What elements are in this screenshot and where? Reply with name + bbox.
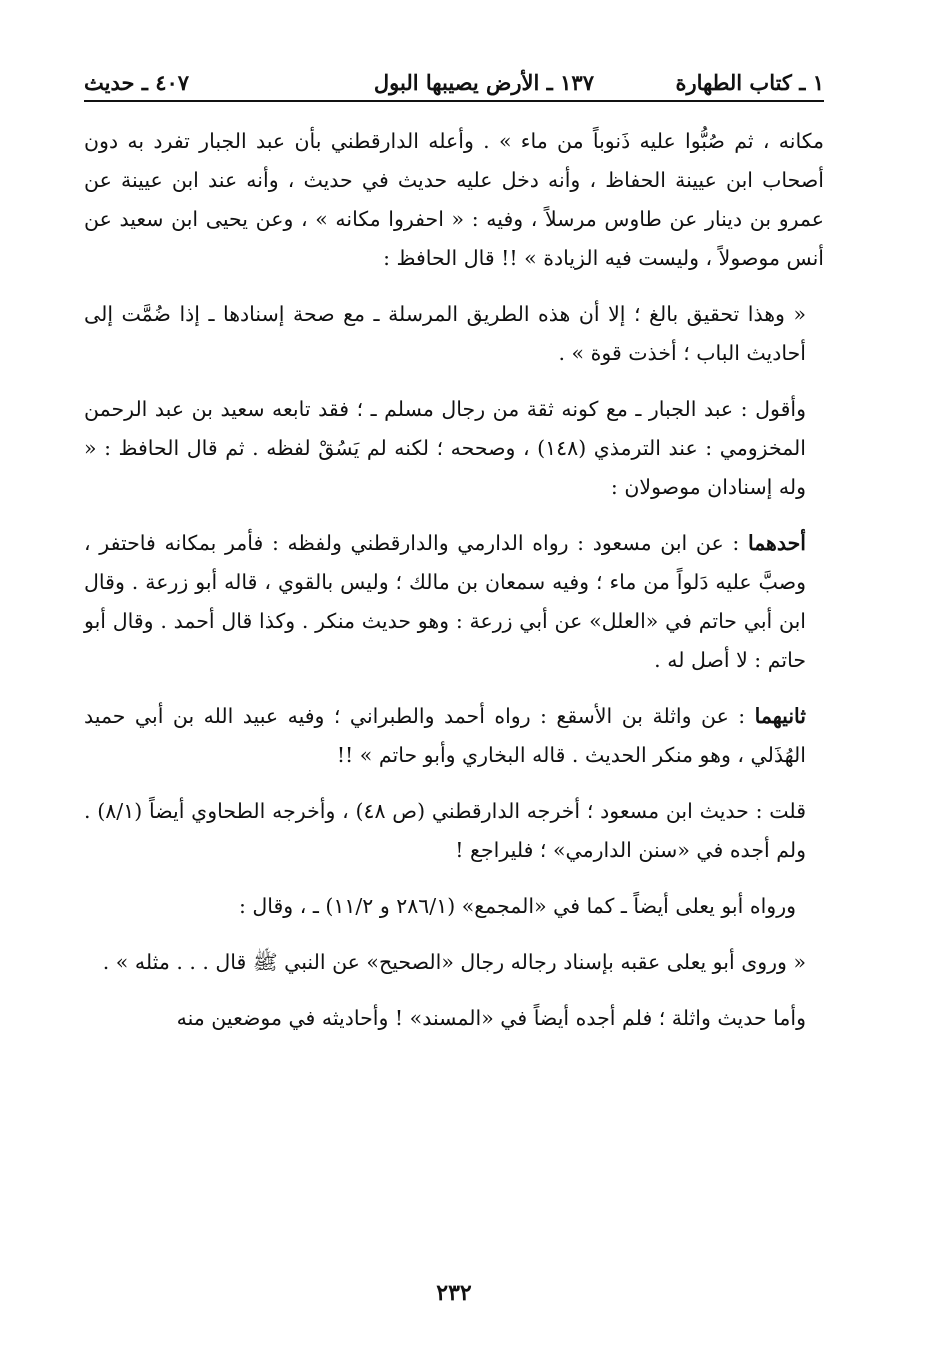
header-book-title: ١ ـ كتاب الطهارة: [675, 70, 824, 95]
paragraph-6: [84, 792, 824, 870]
paragraph-text: : عن واثلة بن الأسقع : رواه أحمد والطبراني ؛ وفيه عبيد الله بن أبي حميد الهُذَلي ، وهو منكر الحديث . قاله البخاري وأبو حاتم » !!: [84, 704, 806, 767]
paragraph-text: « وروى أبو يعلى عقبه بإسناد رجاله رجال «الصحيح» عن النبي ﷺ قال . . . مثله » .: [102, 950, 806, 974]
paragraph-text: « وهذا تحقيق بالغ ؛ إلا أن هذه الطريق المرسلة ـ مع صحة إسنادها ـ إذا ضُمَّت إلى أحاديث الباب ؛ أخذت قوة » .: [84, 302, 806, 365]
paragraph-2-quote: [84, 295, 824, 373]
paragraph-4: [84, 524, 824, 680]
paragraph-text: وأما حديث واثلة ؛ فلم أجده أيضاً في «المسند» ! وأحاديثه في موضعين منه: [176, 1006, 806, 1030]
paragraph-text: وأقول : عبد الجبار ـ مع كونه ثقة من رجال مسلم ـ ؛ فقد تابعه سعيد بن عبد الرحمن المخزومي : عند الترمذي (١٤٨) ، وصححه ؛ لكنه لم يَسُقْ لفظه . ثم قال الحافظ : « وله إسنادان موصولان :: [84, 397, 807, 499]
paragraph-text: قلت : حديث ابن مسعود ؛ أخرجه الدارقطني (ص ٤٨) ، وأخرجه الطحاوي أيضاً (٨/١) . ولم أجده في «سنن الدارمي» ؛ فليراجع !: [84, 799, 807, 862]
page-number: ٢٣٢: [436, 1280, 472, 1306]
body-text: [84, 122, 824, 1038]
paragraph-8-quote: [84, 943, 824, 982]
paragraph-1: [84, 122, 824, 278]
paragraph-9: [84, 999, 824, 1038]
header-hadith-number: ٤٠٧ ـ حديث: [84, 70, 190, 95]
paragraph-5: [84, 697, 824, 775]
running-header: [84, 64, 824, 102]
paragraph-lead-word: أحدهما: [747, 531, 806, 555]
paragraph-text: : عن ابن مسعود : رواه الدارمي والدارقطني ولفظه : فأمر بمكانه فاحتفر ، وصبَّ عليه دَلواً من ماء ؛ وفيه سمعان بن مالك ؛ وليس بالقوي ، قاله أبو زرعة . وقال ابن أبي حاتم في «العلل» عن أبي زرعة : وهو حديث منكر . وكذا قال أحمد . وقال أبو حاتم : لا أصل له .: [84, 531, 806, 672]
book-page: [84, 64, 824, 1304]
header-chapter-title: ١٣٧ ـ الأرض يصيبها البول: [373, 70, 594, 95]
paragraph-7: [84, 887, 824, 926]
paragraph-lead-word: ثانيهما: [754, 704, 806, 728]
paragraph-text: ورواه أبو يعلى أيضاً ـ كما في «المجمع» (٢٨٦/١ و ١١/٢) ـ ، وقال :: [238, 894, 796, 918]
paragraph-3: [84, 390, 824, 507]
paragraph-text: مكانه ، ثم صُبُّوا عليه ذَنوباً من ماء » . وأعله الدارقطني بأن عبد الجبار تفرد به دون أصحاب ابن عيينة الحفاظ ، وأنه دخل عليه حديث في حديث ، وأنه عند ابن عيينة عن عمرو بن دينار عن طاوس مرسلاً ، وفيه : « احفروا مكانه » ، وعن يحيى ابن سعيد عن أنس موصولاً ، وليست فيه الزيادة » !! قال الحافظ :: [84, 129, 824, 270]
